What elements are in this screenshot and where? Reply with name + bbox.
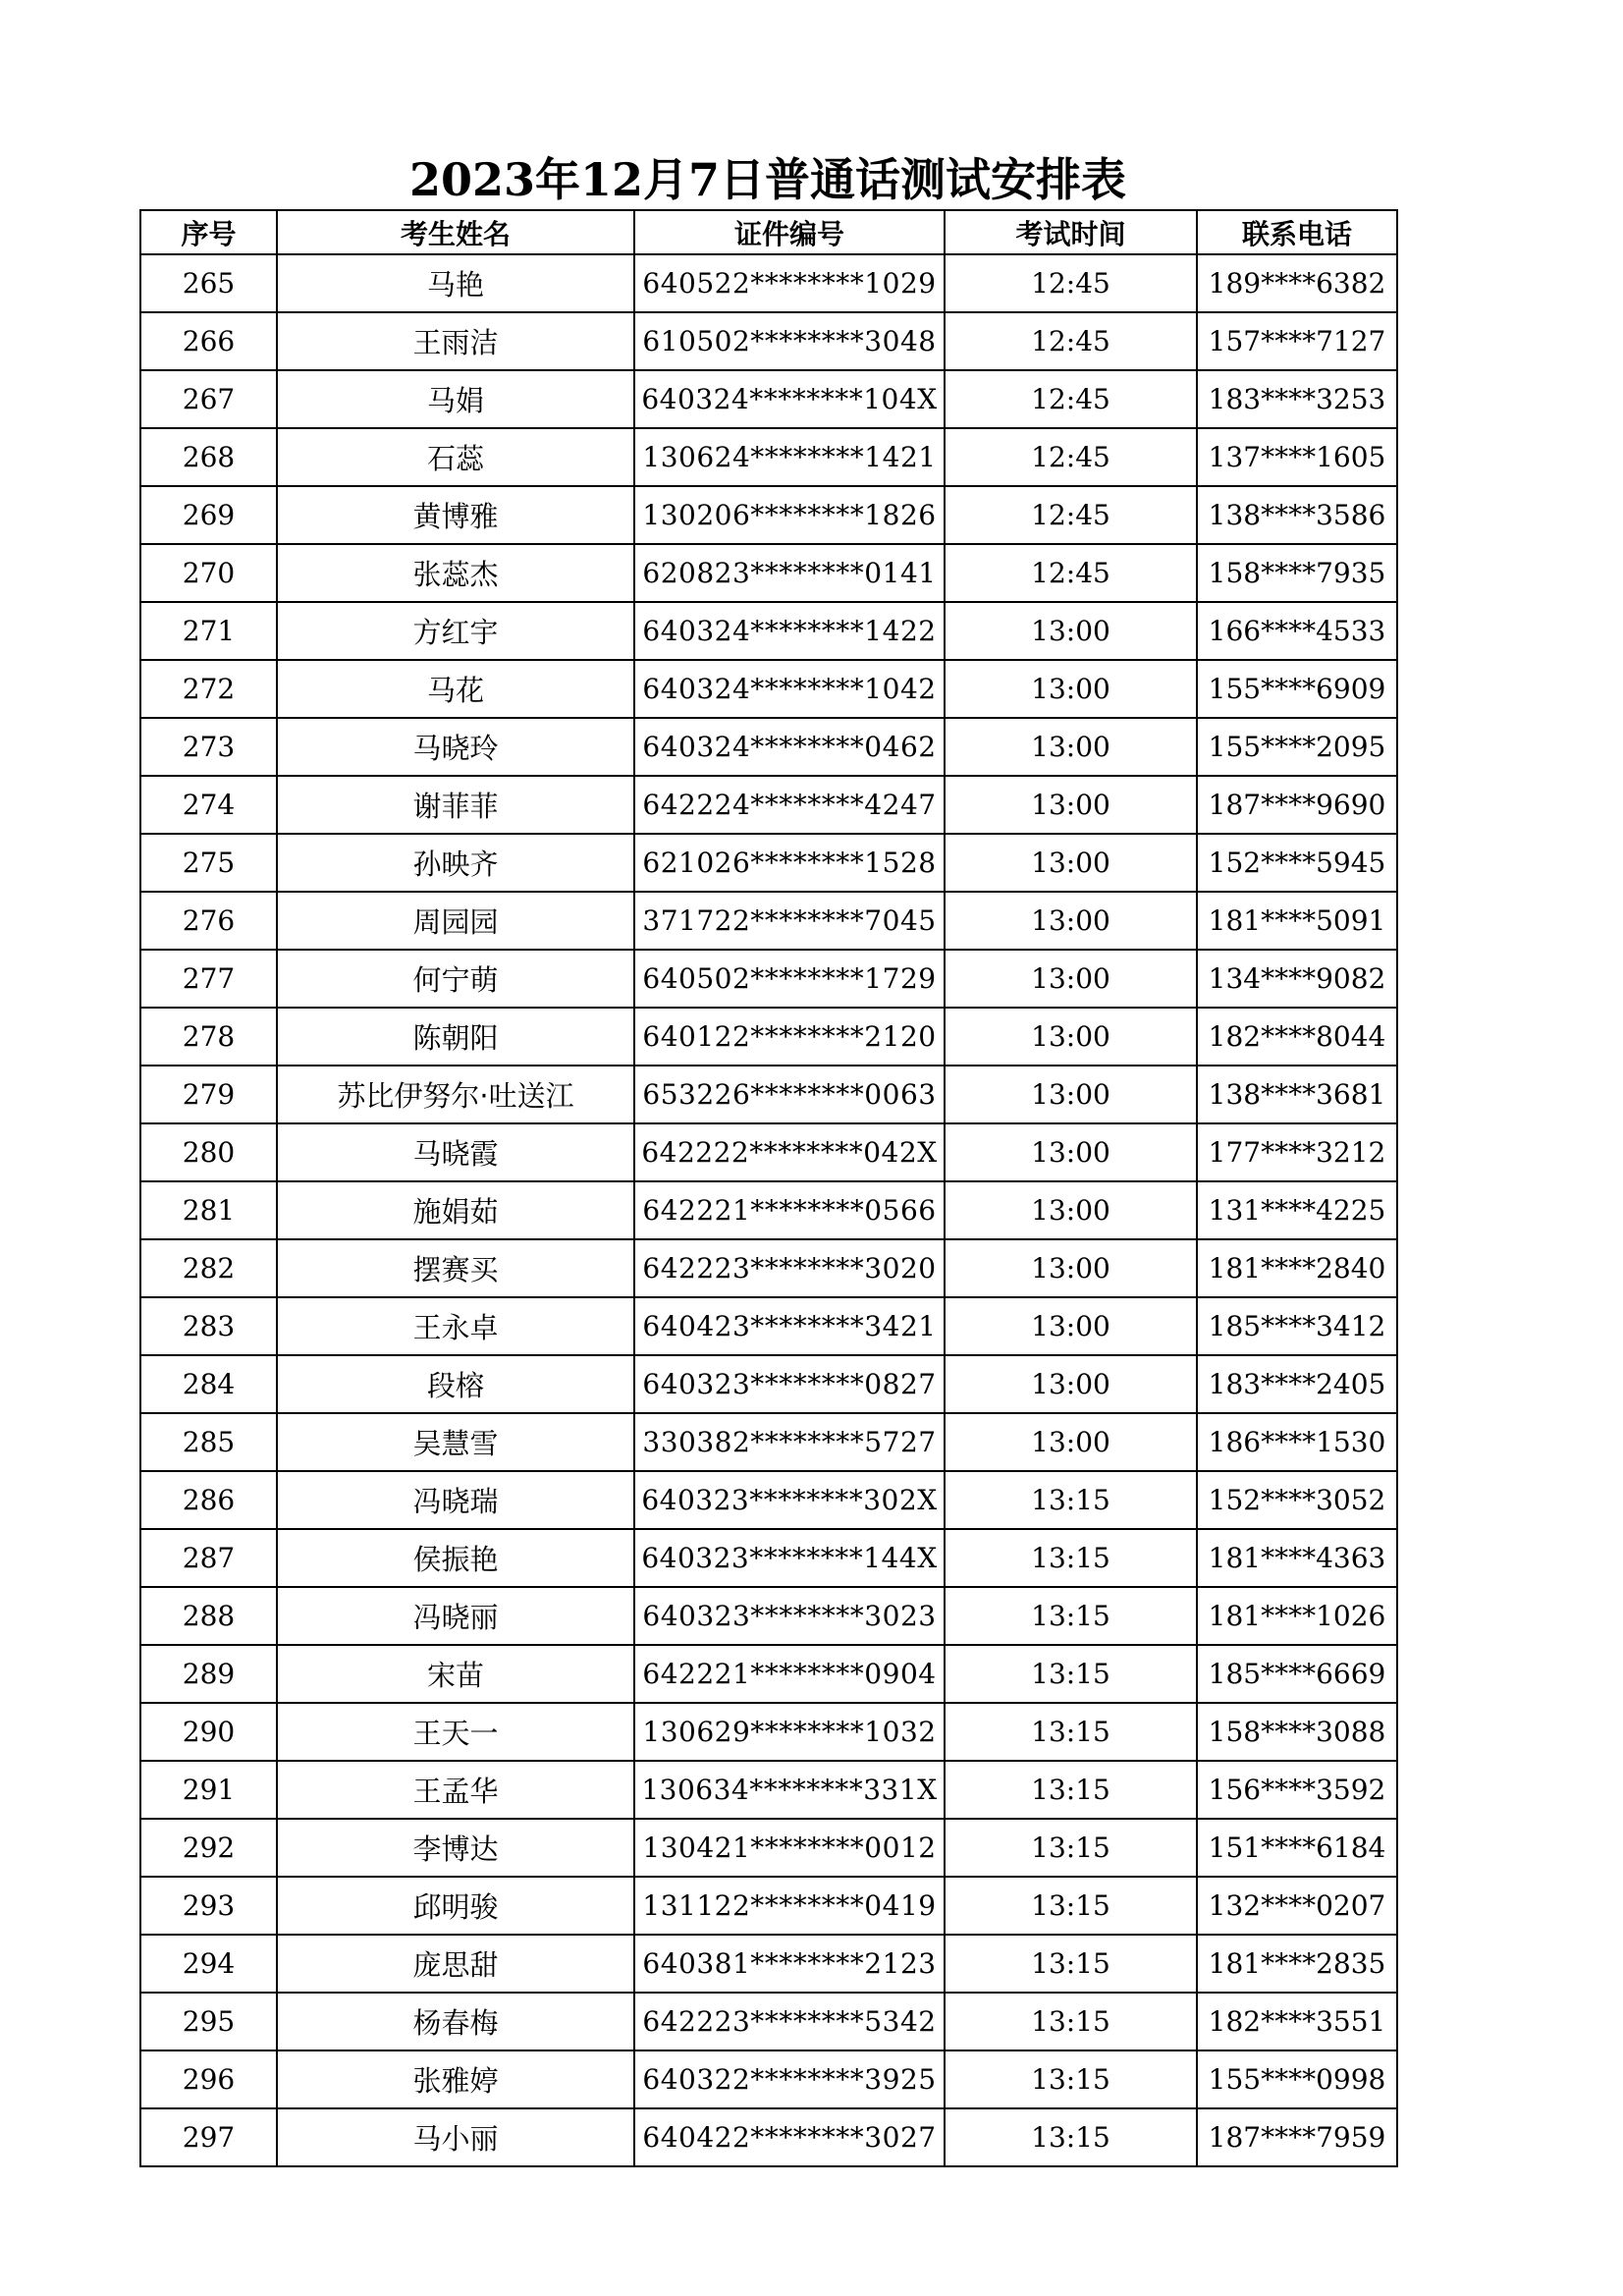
cell-phone: 137****1605 — [1197, 428, 1397, 486]
cell-exam-time: 13:15 — [945, 1819, 1197, 1877]
cell-exam-time: 13:15 — [945, 1587, 1197, 1645]
cell-phone: 156****3592 — [1197, 1761, 1397, 1819]
cell-id-number: 640323********302X — [634, 1471, 945, 1529]
cell-name: 庞思甜 — [277, 1935, 634, 1993]
cell-phone: 155****6909 — [1197, 660, 1397, 718]
cell-phone: 183****3253 — [1197, 370, 1397, 428]
cell-phone: 134****9082 — [1197, 950, 1397, 1008]
cell-phone: 182****8044 — [1197, 1008, 1397, 1066]
cell-index: 291 — [140, 1761, 277, 1819]
cell-name: 王孟华 — [277, 1761, 634, 1819]
cell-name: 王天一 — [277, 1703, 634, 1761]
cell-exam-time: 13:00 — [945, 1239, 1197, 1297]
cell-name: 周园园 — [277, 892, 634, 950]
table-row — [140, 486, 1397, 544]
cell-phone: 187****7959 — [1197, 2108, 1397, 2166]
cell-phone: 157****7127 — [1197, 312, 1397, 370]
cell-name: 冯晓瑞 — [277, 1471, 634, 1529]
cell-phone: 158****3088 — [1197, 1703, 1397, 1761]
table-row — [140, 1645, 1397, 1703]
cell-phone: 138****3586 — [1197, 486, 1397, 544]
cell-id-number: 642221********0566 — [634, 1181, 945, 1239]
table-row — [140, 718, 1397, 776]
cell-name: 何宁萌 — [277, 950, 634, 1008]
cell-index: 265 — [140, 254, 277, 312]
cell-exam-time: 12:45 — [945, 254, 1197, 312]
table-row — [140, 428, 1397, 486]
cell-name: 张蕊杰 — [277, 544, 634, 602]
cell-exam-time: 13:00 — [945, 1355, 1197, 1413]
cell-exam-time: 12:45 — [945, 544, 1197, 602]
cell-exam-time: 13:00 — [945, 1008, 1197, 1066]
cell-index: 285 — [140, 1413, 277, 1471]
cell-index: 294 — [140, 1935, 277, 1993]
table-row — [140, 602, 1397, 660]
cell-index: 275 — [140, 834, 277, 892]
cell-phone: 151****6184 — [1197, 1819, 1397, 1877]
cell-name: 马艳 — [277, 254, 634, 312]
cell-name: 杨春梅 — [277, 1993, 634, 2050]
cell-index: 289 — [140, 1645, 277, 1703]
cell-phone: 152****3052 — [1197, 1471, 1397, 1529]
cell-phone: 186****1530 — [1197, 1413, 1397, 1471]
cell-phone: 185****3412 — [1197, 1297, 1397, 1355]
cell-exam-time: 12:45 — [945, 312, 1197, 370]
cell-id-number: 130421********0012 — [634, 1819, 945, 1877]
cell-exam-time: 13:15 — [945, 1935, 1197, 1993]
cell-id-number: 642224********4247 — [634, 776, 945, 834]
cell-phone: 181****1026 — [1197, 1587, 1397, 1645]
cell-index: 270 — [140, 544, 277, 602]
cell-index: 286 — [140, 1471, 277, 1529]
cell-exam-time: 13:00 — [945, 1123, 1197, 1181]
cell-name: 施娟茹 — [277, 1181, 634, 1239]
cell-id-number: 640324********1042 — [634, 660, 945, 718]
cell-exam-time: 12:45 — [945, 370, 1197, 428]
cell-index: 266 — [140, 312, 277, 370]
cell-exam-time: 12:45 — [945, 486, 1197, 544]
header-id-number: 证件编号 — [634, 210, 945, 254]
cell-id-number: 620823********0141 — [634, 544, 945, 602]
table-row — [140, 1355, 1397, 1413]
cell-id-number: 640324********1422 — [634, 602, 945, 660]
cell-name: 方红宇 — [277, 602, 634, 660]
cell-phone: 181****2835 — [1197, 1935, 1397, 1993]
table-row — [140, 1413, 1397, 1471]
cell-name: 邱明骏 — [277, 1877, 634, 1935]
cell-name: 黄博雅 — [277, 486, 634, 544]
cell-name: 李博达 — [277, 1819, 634, 1877]
cell-name: 孙映齐 — [277, 834, 634, 892]
cell-index: 295 — [140, 1993, 277, 2050]
cell-index: 290 — [140, 1703, 277, 1761]
cell-id-number: 131122********0419 — [634, 1877, 945, 1935]
header-index: 序号 — [140, 210, 277, 254]
cell-name: 侯振艳 — [277, 1529, 634, 1587]
table-row — [140, 1297, 1397, 1355]
cell-exam-time: 13:15 — [945, 1645, 1197, 1703]
cell-phone: 138****3681 — [1197, 1066, 1397, 1123]
cell-index: 267 — [140, 370, 277, 428]
cell-id-number: 640323********0827 — [634, 1355, 945, 1413]
cell-phone: 187****9690 — [1197, 776, 1397, 834]
cell-exam-time: 13:00 — [945, 660, 1197, 718]
table-row — [140, 1935, 1397, 1993]
cell-index: 279 — [140, 1066, 277, 1123]
cell-name: 吴慧雪 — [277, 1413, 634, 1471]
cell-index: 296 — [140, 2050, 277, 2108]
table-row — [140, 1066, 1397, 1123]
cell-index: 288 — [140, 1587, 277, 1645]
cell-exam-time: 13:00 — [945, 950, 1197, 1008]
cell-exam-time: 13:15 — [945, 2050, 1197, 2108]
cell-phone: 181****2840 — [1197, 1239, 1397, 1297]
cell-index: 273 — [140, 718, 277, 776]
table-row — [140, 950, 1397, 1008]
cell-index: 280 — [140, 1123, 277, 1181]
cell-exam-time: 13:15 — [945, 1471, 1197, 1529]
cell-id-number: 130634********331X — [634, 1761, 945, 1819]
table-row — [140, 1123, 1397, 1181]
table-row — [140, 1819, 1397, 1877]
table-row — [140, 776, 1397, 834]
table-row — [140, 2050, 1397, 2108]
cell-exam-time: 13:00 — [945, 1181, 1197, 1239]
cell-index: 281 — [140, 1181, 277, 1239]
cell-index: 269 — [140, 486, 277, 544]
cell-index: 268 — [140, 428, 277, 486]
cell-exam-time: 12:45 — [945, 428, 1197, 486]
cell-name: 陈朝阳 — [277, 1008, 634, 1066]
cell-index: 284 — [140, 1355, 277, 1413]
cell-name: 张雅婷 — [277, 2050, 634, 2108]
cell-name: 马小丽 — [277, 2108, 634, 2166]
cell-phone: 185****6669 — [1197, 1645, 1397, 1703]
table-header-row — [140, 210, 1397, 254]
cell-id-number: 640522********1029 — [634, 254, 945, 312]
cell-phone: 152****5945 — [1197, 834, 1397, 892]
table-row — [140, 1761, 1397, 1819]
cell-exam-time: 13:15 — [945, 1703, 1197, 1761]
cell-phone: 131****4225 — [1197, 1181, 1397, 1239]
cell-index: 271 — [140, 602, 277, 660]
cell-exam-time: 13:15 — [945, 1877, 1197, 1935]
cell-name: 马花 — [277, 660, 634, 718]
cell-exam-time: 13:00 — [945, 718, 1197, 776]
table-row — [140, 1993, 1397, 2050]
cell-id-number: 621026********1528 — [634, 834, 945, 892]
cell-id-number: 640122********2120 — [634, 1008, 945, 1066]
cell-phone: 166****4533 — [1197, 602, 1397, 660]
cell-phone: 181****5091 — [1197, 892, 1397, 950]
table-row — [140, 1471, 1397, 1529]
cell-exam-time: 13:15 — [945, 1529, 1197, 1587]
cell-phone: 182****3551 — [1197, 1993, 1397, 2050]
cell-phone: 158****7935 — [1197, 544, 1397, 602]
cell-name: 王永卓 — [277, 1297, 634, 1355]
cell-exam-time: 13:00 — [945, 1297, 1197, 1355]
cell-exam-time: 13:00 — [945, 834, 1197, 892]
table-row — [140, 544, 1397, 602]
schedule-table — [139, 209, 1398, 2167]
table-row — [140, 1008, 1397, 1066]
cell-name: 宋苗 — [277, 1645, 634, 1703]
cell-id-number: 610502********3048 — [634, 312, 945, 370]
cell-name: 谢菲菲 — [277, 776, 634, 834]
cell-id-number: 653226********0063 — [634, 1066, 945, 1123]
cell-phone: 181****4363 — [1197, 1529, 1397, 1587]
cell-phone: 155****0998 — [1197, 2050, 1397, 2108]
cell-id-number: 640324********104X — [634, 370, 945, 428]
table-row — [140, 1703, 1397, 1761]
cell-phone: 189****6382 — [1197, 254, 1397, 312]
cell-phone: 183****2405 — [1197, 1355, 1397, 1413]
cell-phone: 132****0207 — [1197, 1877, 1397, 1935]
cell-exam-time: 13:15 — [945, 1761, 1197, 1819]
cell-index: 272 — [140, 660, 277, 718]
cell-phone: 155****2095 — [1197, 718, 1397, 776]
cell-id-number: 640322********3925 — [634, 2050, 945, 2108]
cell-exam-time: 13:15 — [945, 1993, 1197, 2050]
cell-index: 287 — [140, 1529, 277, 1587]
cell-id-number: 640323********3023 — [634, 1587, 945, 1645]
cell-name: 马娟 — [277, 370, 634, 428]
cell-id-number: 642222********042X — [634, 1123, 945, 1181]
cell-exam-time: 13:15 — [945, 2108, 1197, 2166]
cell-exam-time: 13:00 — [945, 602, 1197, 660]
table-row — [140, 370, 1397, 428]
table-row — [140, 1877, 1397, 1935]
cell-index: 293 — [140, 1877, 277, 1935]
cell-id-number: 640381********2123 — [634, 1935, 945, 1993]
table-row — [140, 2108, 1397, 2166]
table-body — [140, 254, 1397, 2166]
cell-id-number: 642221********0904 — [634, 1645, 945, 1703]
cell-name: 马晓玲 — [277, 718, 634, 776]
header-name: 考生姓名 — [277, 210, 634, 254]
cell-exam-time: 13:00 — [945, 1413, 1197, 1471]
table-row — [140, 892, 1397, 950]
table-row — [140, 834, 1397, 892]
table-row — [140, 1529, 1397, 1587]
cell-exam-time: 13:00 — [945, 776, 1197, 834]
cell-id-number: 371722********7045 — [634, 892, 945, 950]
cell-index: 292 — [140, 1819, 277, 1877]
cell-name: 石蕊 — [277, 428, 634, 486]
cell-name: 王雨洁 — [277, 312, 634, 370]
cell-id-number: 642223********5342 — [634, 1993, 945, 2050]
cell-id-number: 640422********3027 — [634, 2108, 945, 2166]
table-row — [140, 1587, 1397, 1645]
cell-index: 283 — [140, 1297, 277, 1355]
cell-phone: 177****3212 — [1197, 1123, 1397, 1181]
table-row — [140, 1239, 1397, 1297]
table-row — [140, 254, 1397, 312]
cell-name: 苏比伊努尔·吐送江 — [277, 1066, 634, 1123]
cell-id-number: 130206********1826 — [634, 486, 945, 544]
table-row — [140, 660, 1397, 718]
cell-name: 冯晓丽 — [277, 1587, 634, 1645]
cell-index: 278 — [140, 1008, 277, 1066]
table-row — [140, 1181, 1397, 1239]
cell-id-number: 642223********3020 — [634, 1239, 945, 1297]
cell-id-number: 640324********0462 — [634, 718, 945, 776]
cell-exam-time: 13:00 — [945, 892, 1197, 950]
cell-id-number: 330382********5727 — [634, 1413, 945, 1471]
header-exam-time: 考试时间 — [945, 210, 1197, 254]
cell-name: 马晓霞 — [277, 1123, 634, 1181]
cell-index: 274 — [140, 776, 277, 834]
cell-name: 摆赛买 — [277, 1239, 634, 1297]
cell-id-number: 640502********1729 — [634, 950, 945, 1008]
cell-index: 276 — [140, 892, 277, 950]
cell-index: 277 — [140, 950, 277, 1008]
cell-index: 282 — [140, 1239, 277, 1297]
cell-id-number: 640423********3421 — [634, 1297, 945, 1355]
header-phone: 联系电话 — [1197, 210, 1397, 254]
cell-index: 297 — [140, 2108, 277, 2166]
cell-id-number: 130629********1032 — [634, 1703, 945, 1761]
table-row — [140, 312, 1397, 370]
cell-id-number: 130624********1421 — [634, 428, 945, 486]
cell-id-number: 640323********144X — [634, 1529, 945, 1587]
page-title: 2023年12月7日普通话测试安排表 — [408, 153, 1127, 206]
cell-exam-time: 13:00 — [945, 1066, 1197, 1123]
cell-name: 段榕 — [277, 1355, 634, 1413]
